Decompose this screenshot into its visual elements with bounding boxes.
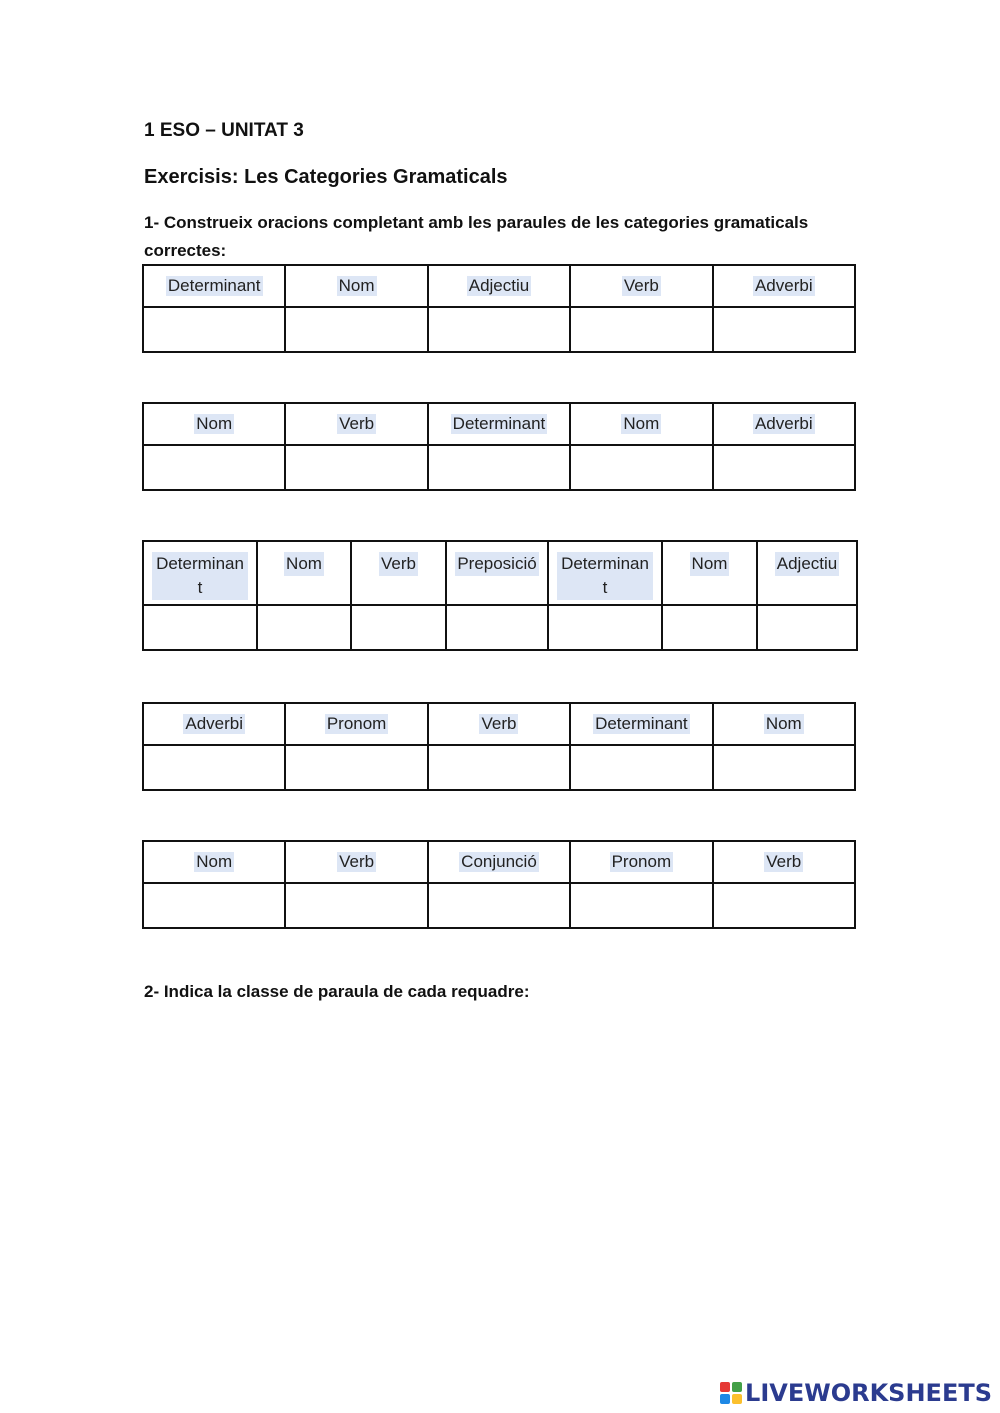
category-cell: [351, 541, 446, 605]
category-label: Pronom: [611, 852, 672, 871]
page-subtitle: Exercisis: Les Categories Gramaticals: [144, 166, 508, 188]
category-row: [143, 403, 855, 445]
category-cell: [548, 541, 662, 605]
exercise-2-instruction: 2- Indica la classe de paraula de cada requadre:: [144, 982, 530, 1001]
answer-cell[interactable]: [285, 883, 427, 928]
category-label: Nom: [338, 276, 375, 295]
sentence-table-3: [142, 540, 858, 651]
sentence-table-1: [142, 264, 856, 353]
answer-cell[interactable]: [713, 445, 855, 490]
category-label: Adjectiu: [468, 276, 530, 295]
category-label: Nom: [690, 552, 730, 576]
logo-tile: [720, 1394, 730, 1404]
category-label: Determinant: [167, 276, 261, 295]
logo-tile: [732, 1382, 742, 1392]
category-cell: [713, 265, 855, 307]
logo-tile: [720, 1382, 730, 1392]
answer-cell[interactable]: [570, 745, 712, 790]
category-label: Preposició: [455, 552, 538, 576]
category-label: Conjunció: [461, 852, 537, 871]
category-label: Determinant: [595, 714, 688, 733]
answer-cell[interactable]: [713, 745, 855, 790]
category-cell: [446, 541, 548, 605]
category-row: [143, 703, 855, 745]
category-label: Verb: [339, 852, 375, 871]
category-label: Nom: [196, 414, 233, 433]
sentence-table-5: [142, 840, 856, 929]
category-cell: [428, 841, 570, 883]
category-row: [143, 265, 855, 307]
sentence-table-2: [142, 402, 856, 491]
category-cell: [570, 703, 712, 745]
answer-cell[interactable]: [446, 605, 548, 650]
category-label: Determinant: [452, 414, 546, 433]
category-label: Adverbi: [185, 714, 244, 733]
category-cell: [143, 703, 285, 745]
category-cell: [285, 403, 427, 445]
liveworksheets-watermark: [720, 1379, 992, 1407]
category-cell: [143, 265, 285, 307]
category-label: Verb: [623, 276, 659, 295]
category-cell: [428, 403, 570, 445]
category-cell: [143, 541, 257, 605]
category-cell: [143, 403, 285, 445]
category-label: Determinant: [557, 552, 653, 600]
answer-cell[interactable]: [143, 745, 285, 790]
answer-cell[interactable]: [143, 883, 285, 928]
answer-row: [143, 445, 855, 490]
category-cell: [570, 403, 712, 445]
answer-cell[interactable]: [285, 307, 427, 352]
category-label: Verb: [481, 714, 517, 733]
category-label: Verb: [766, 852, 802, 871]
answer-row: [143, 883, 855, 928]
category-label: Nom: [196, 852, 233, 871]
category-label: Nom: [623, 414, 660, 433]
answer-cell[interactable]: [757, 605, 857, 650]
answer-cell[interactable]: [548, 605, 662, 650]
category-cell: [570, 841, 712, 883]
answer-cell[interactable]: [662, 605, 757, 650]
answer-row: [143, 605, 857, 650]
category-cell: [570, 265, 712, 307]
category-cell: [713, 703, 855, 745]
answer-row: [143, 745, 855, 790]
answer-row: [143, 307, 855, 352]
category-cell: [285, 841, 427, 883]
category-label: Adjectiu: [775, 552, 839, 576]
answer-cell[interactable]: [285, 745, 427, 790]
answer-cell[interactable]: [143, 445, 285, 490]
answer-cell[interactable]: [570, 883, 712, 928]
page-title: 1 ESO – UNITAT 3: [144, 120, 304, 141]
category-cell: [428, 703, 570, 745]
answer-cell[interactable]: [570, 445, 712, 490]
answer-cell[interactable]: [428, 307, 570, 352]
category-label: Verb: [339, 414, 375, 433]
category-label: Determinant: [152, 552, 248, 600]
category-cell: [285, 703, 427, 745]
liveworksheets-logo-text: LIVEWORKSHEETS: [745, 1379, 992, 1407]
answer-cell[interactable]: [713, 307, 855, 352]
category-label: Nom: [765, 714, 802, 733]
category-cell: [662, 541, 757, 605]
category-row: [143, 841, 855, 883]
category-label: Adverbi: [754, 276, 813, 295]
category-cell: [713, 841, 855, 883]
answer-cell[interactable]: [285, 445, 427, 490]
category-label: Pronom: [326, 714, 387, 733]
category-cell: [713, 403, 855, 445]
answer-cell[interactable]: [428, 445, 570, 490]
answer-cell[interactable]: [257, 605, 351, 650]
category-label: Adverbi: [754, 414, 813, 433]
sentence-table-4: [142, 702, 856, 791]
category-cell: [257, 541, 351, 605]
category-label: Nom: [284, 552, 324, 576]
category-cell: [757, 541, 857, 605]
category-cell: [285, 265, 427, 307]
liveworksheets-logo-icon: [720, 1382, 742, 1404]
answer-cell[interactable]: [143, 605, 257, 650]
answer-cell[interactable]: [428, 883, 570, 928]
answer-cell[interactable]: [428, 745, 570, 790]
logo-tile: [732, 1394, 742, 1404]
category-row: [143, 541, 857, 605]
answer-cell[interactable]: [351, 605, 446, 650]
category-cell: [428, 265, 570, 307]
answer-cell[interactable]: [143, 307, 285, 352]
exercise-1-instruction: 1- Construeix oracions completant amb les paraules de les categories gramaticals correctes:: [144, 213, 809, 260]
answer-cell[interactable]: [570, 307, 712, 352]
category-cell: [143, 841, 285, 883]
answer-cell[interactable]: [713, 883, 855, 928]
category-label: Verb: [379, 552, 418, 576]
